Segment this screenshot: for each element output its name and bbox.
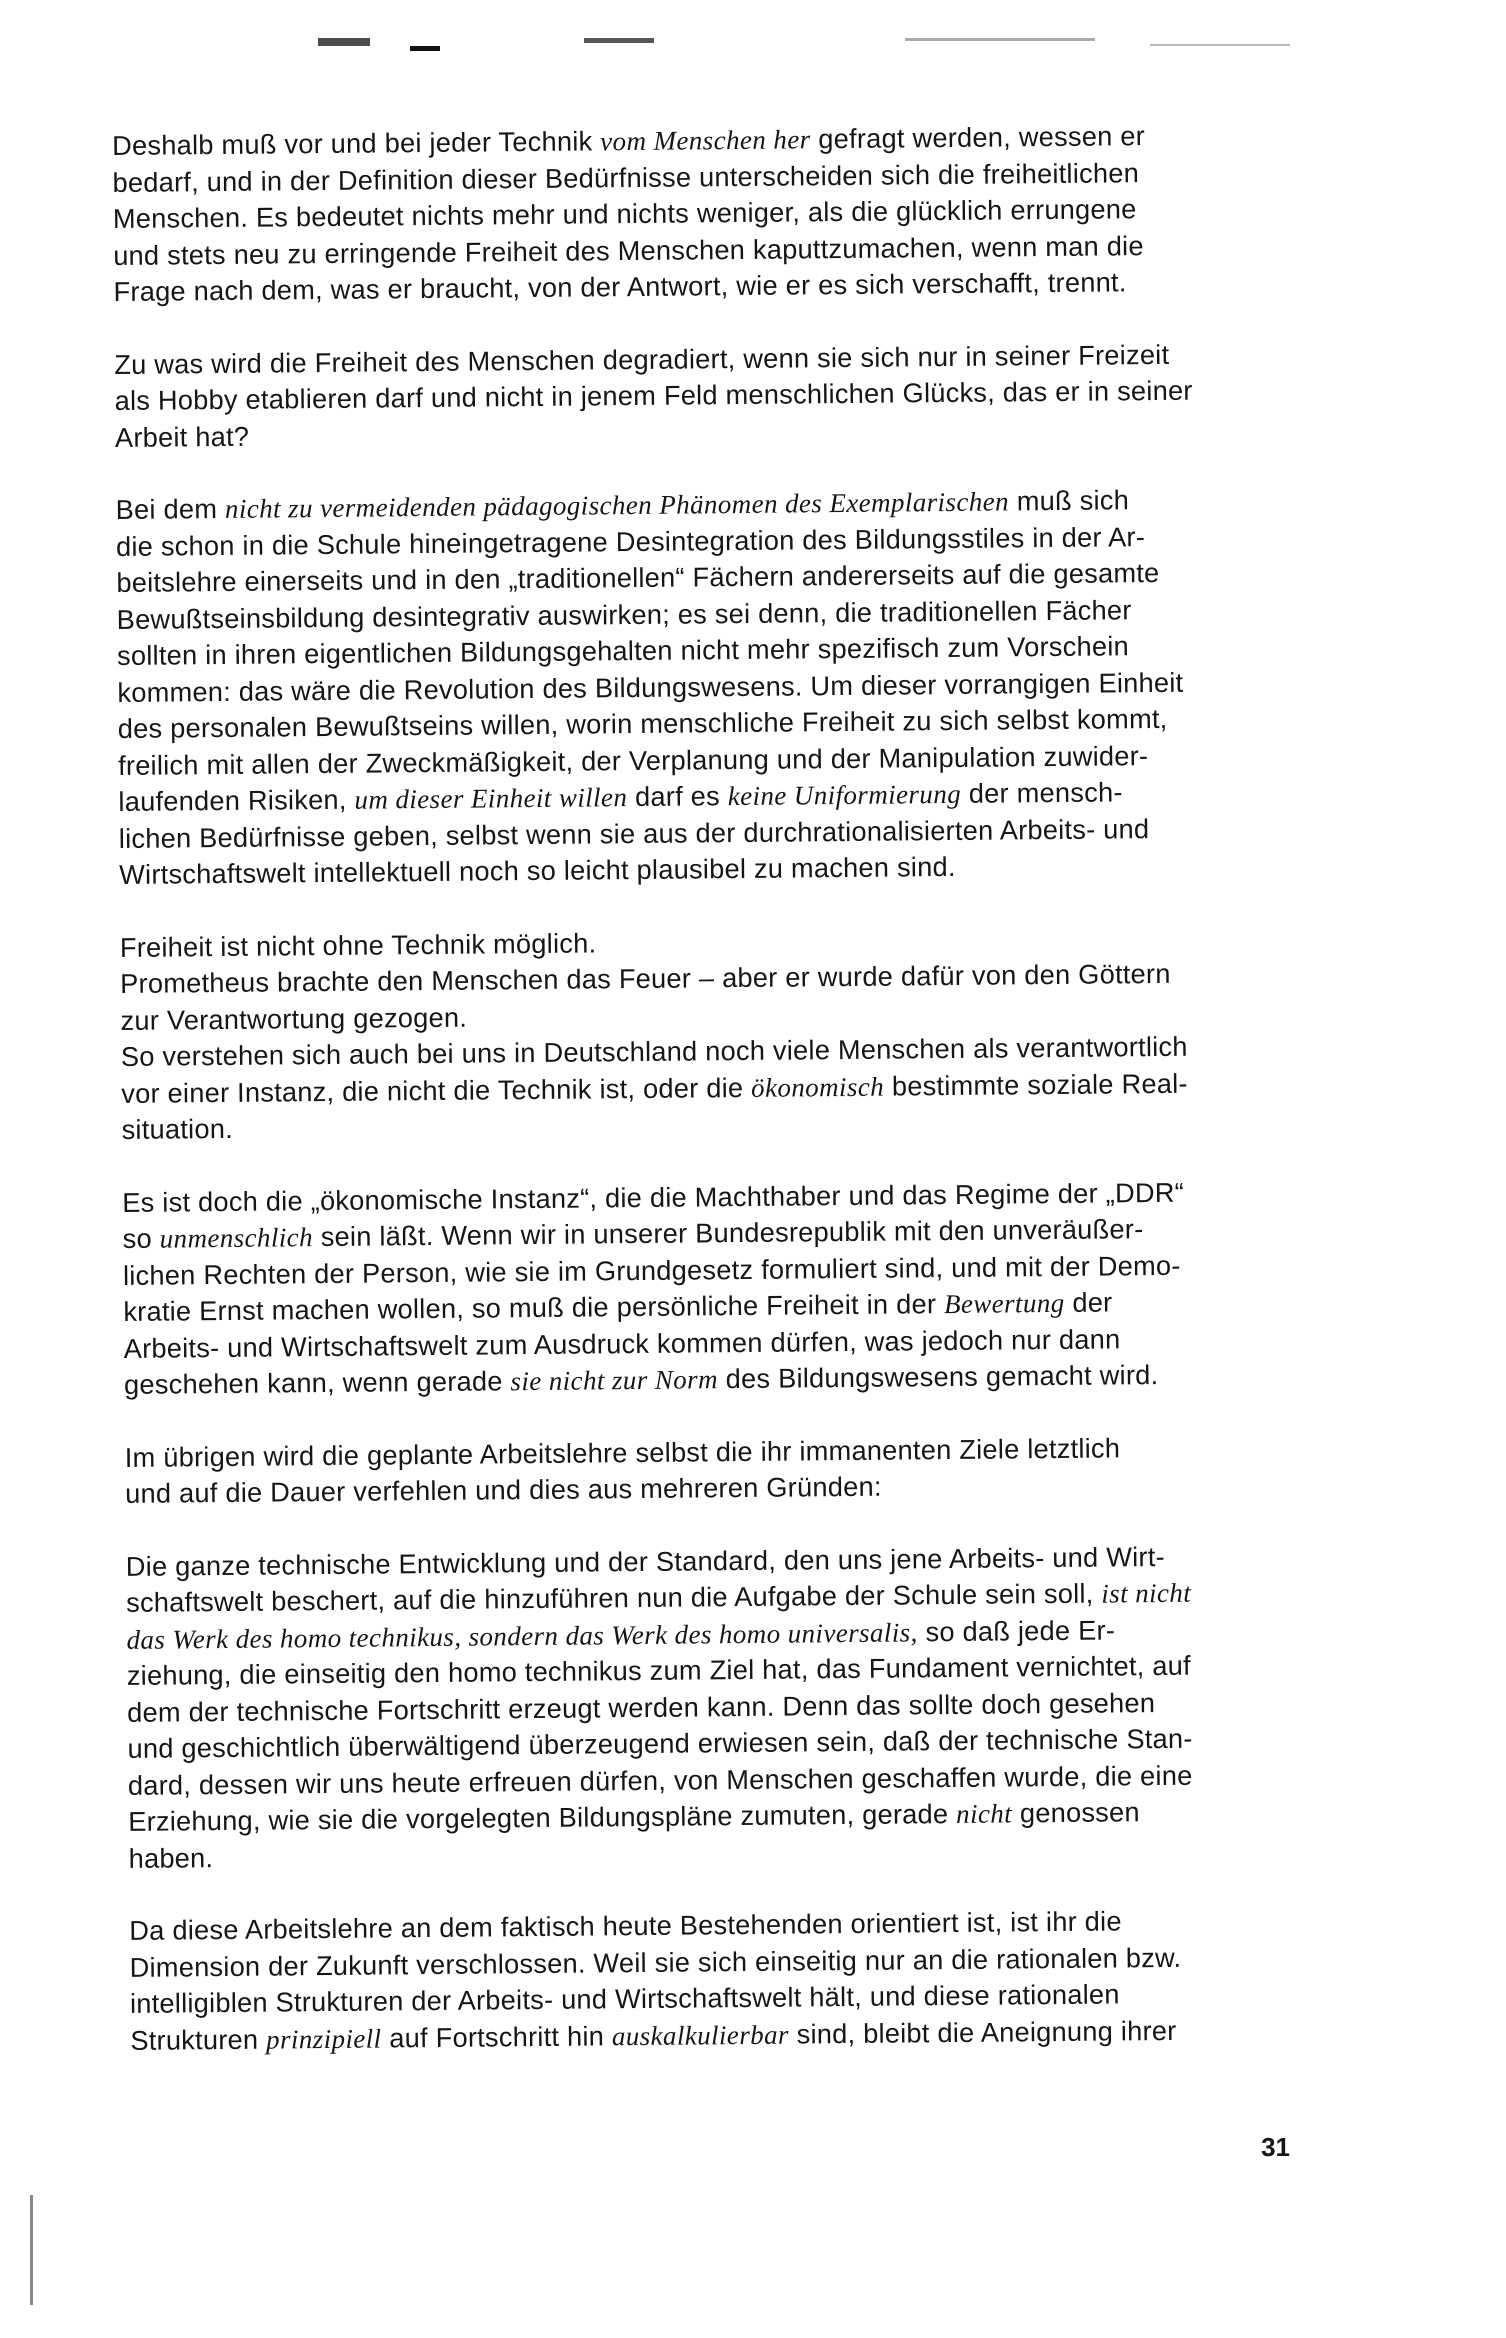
text-run: des personalen Bewußtseins willen, worin menschliche Freiheit zu sich selbst kommt, [117, 702, 1168, 744]
text-run: die schon in die Schule hineingetragene Desintegration des Bildungsstiles in der Ar- [115, 520, 1146, 562]
emphasis-run: nicht zu vermeidenden pädagogischen Phänomen des Exemplarischen [224, 486, 1010, 524]
text-run: dard, dessen wir uns heute erfreuen dürfen, von Menschen geschaffen wurde, die eine [127, 1759, 1193, 1801]
text-run: muß sich [1008, 484, 1130, 517]
text-run: So verstehen sich auch bei uns in Deutschland noch viele Menschen als verantwortlich [120, 1030, 1188, 1072]
text-run: sollten in ihren eigentlichen Bildungsgehalten nicht mehr spezifisch zum Vorschein [116, 630, 1130, 671]
scan-artifact-top-2 [410, 46, 440, 51]
text-run: der mensch- [960, 776, 1123, 809]
text-run: Deshalb muß vor und bei jeder Technik [112, 125, 601, 161]
text-run: lichen Rechten der Person, wie sie im Grundgesetz formuliert sind, und mit der Demo- [122, 1249, 1181, 1291]
text-run: Bewußtseinsbildung desintegrativ auswirken; es sei denn, die traditionellen Fächer [116, 593, 1132, 635]
text-run: sind, bleibt die Aneignung ihrer [788, 2014, 1177, 2050]
paragraph-6 [125, 1428, 1286, 1512]
emphasis-run: ökonomisch [750, 1071, 885, 1103]
text-run: haben. [128, 1841, 214, 1874]
text-run: ziehung, die einseitig den homo technikus zum Ziel hat, das Fundament vernichtet, auf [126, 1649, 1192, 1691]
text-run: dem der technische Fortschritt erzeugt werden kann. Denn das sollte doch gesehen [127, 1686, 1156, 1728]
scan-artifact-top-5 [1150, 44, 1290, 46]
text-run: geschehen kann, wenn gerade [123, 1365, 511, 1400]
text-run: Menschen. Es bedeutet nichts mehr und nichts weniger, als die glücklich errungene [112, 193, 1137, 234]
text-run: Arbeit hat? [114, 420, 250, 453]
text-run: situation. [121, 1112, 234, 1145]
text-run: Zu was wird die Freiheit des Menschen degradiert, wenn sie sich nur in seiner Freizeit [114, 338, 1170, 380]
text-run: Im übrigen wird die geplante Arbeitslehre selbst die ihr immanenten Ziele letztlich [124, 1431, 1121, 1473]
text-run: kommen: das wäre die Revolution des Bildungswesens. Um dieser vorrangigen Einheit [117, 666, 1184, 708]
text-run: als Hobby etablieren darf und nicht in jenem Feld menschlichen Glücks, das er in seiner [114, 374, 1193, 416]
text-run: laufenden Risiken, [118, 783, 355, 817]
emphasis-run: um dieser Einheit willen [354, 782, 628, 815]
text-run: und geschichtlich überwältigend überzeugend erwiesen sein, daß der technische Stan- [127, 1722, 1193, 1764]
text-run: und stets neu zu erringende Freiheit des Menschen kaputtzumachen, wenn man die [113, 229, 1144, 271]
text-run: so daß jede Er- [917, 1613, 1116, 1647]
scan-artifact-left [30, 2195, 33, 2305]
text-run: darf es [627, 780, 728, 813]
paragraph-1 [112, 117, 1274, 311]
text-run: Dimension der Zukunft verschlossen. Weil sie sich einseitig nur an die rationalen bzw. [129, 1941, 1182, 1983]
text-run: Wirtschaftswelt intellektuell noch so leicht plausibel zu machen sind. [119, 850, 956, 890]
text-run: so [122, 1222, 160, 1254]
text-run: Prometheus brachte den Menschen das Feuer – aber er wurde dafür von den Göttern [120, 957, 1171, 999]
text-run: Erziehung, wie sie die vorgelegten Bildungspläne zumuten, gerade [128, 1797, 957, 1837]
text-run: Bei dem [115, 492, 226, 525]
emphasis-run: keine Uniformierung [727, 778, 962, 812]
emphasis-run: nicht [955, 1798, 1013, 1829]
text-run: bedarf, und in der Definition dieser Bedürfnisse unterscheiden sich die freiheitlichen [112, 156, 1140, 198]
emphasis-run: das Werk des homo technikus, sondern das Werk des homo universalis, [126, 1616, 918, 1655]
paragraph-5 [122, 1173, 1284, 1403]
text-run: Da diese Arbeitslehre an dem faktisch heute Bestehenden orientiert ist, ist ihr die [129, 1905, 1122, 1946]
emphasis-run: auskalkulierbar [611, 2019, 789, 2051]
text-run: Freiheit ist nicht ohne Technik möglich. [119, 926, 597, 963]
page-number: 31 [1261, 2132, 1290, 2162]
text-run: genossen [1011, 1796, 1140, 1829]
text-run: Arbeits- und Wirtschaftswelt zum Ausdruck kommen dürfen, was jedoch nur dann [123, 1322, 1121, 1364]
text-run: vor einer Instanz, die nicht die Technik ist, oder die [121, 1071, 752, 1109]
scan-artifact-top-3 [584, 38, 654, 43]
text-run: schaftswelt beschert, auf die hinzuführen nun die Aufgabe der Schule sein soll, [126, 1577, 1102, 1618]
text-run: freilich mit allen der Zweckmäßigkeit, der Verplanung und der Manipulation zuwider- [117, 739, 1149, 781]
text-run: und auf die Dauer verfehlen und dies aus mehreren Gründen: [124, 1470, 882, 1509]
text-run: beitslehre einerseits und in den „traditionellen“ Fächern andererseits auf die gesamte [116, 556, 1160, 598]
text-run: kratie Ernst machen wollen, so muß die persönliche Freiheit in der [123, 1288, 945, 1327]
paragraph-7 [126, 1537, 1289, 1877]
text-run: bestimmte soziale Real- [883, 1067, 1188, 1102]
paragraph-2 [114, 335, 1275, 456]
text-run: Es ist doch die „ökonomische Instanz“, die die Machthaber und das Regime der „DDR“ [122, 1176, 1185, 1218]
text-run: Strukturen [130, 2023, 267, 2056]
scan-artifact-top-4 [905, 38, 1095, 41]
emphasis-run: Bewertung [943, 1287, 1065, 1320]
emphasis-run: ist nicht [1101, 1577, 1192, 1609]
text-run: Frage nach dem, was er braucht, von der Antwort, wie er es sich verschafft, trennt. [113, 266, 1127, 307]
emphasis-run: prinzipiell [265, 2023, 382, 2055]
paragraph-4 [120, 918, 1282, 1148]
text-run: der [1064, 1286, 1113, 1318]
text-run: Die ganze technische Entwicklung und der Standard, den uns jene Arbeits- und Wirt- [125, 1540, 1166, 1582]
text-run: intelligiblen Strukturen der Arbeits- und Wirtschaftswelt hält, und diese rationalen [129, 1978, 1120, 2019]
text-run: sein läßt. Wenn wir in unserer Bundesrepublik mit den unveräußer- [312, 1213, 1144, 1253]
scan-artifact-top-1 [318, 38, 370, 46]
text-run: des Bildungswesens gemacht wird. [717, 1359, 1159, 1395]
paragraph-3 [115, 481, 1279, 894]
emphasis-run: sie nicht zur Norm [510, 1364, 719, 1397]
text-run: lichen Bedürfnisse geben, selbst wenn sie aus der durchrationalisierten Arbeits- und [118, 812, 1150, 854]
body-text [112, 117, 1291, 2095]
text-run: auf Fortschritt hin [381, 2019, 613, 2054]
text-run: zur Verantwortung gezogen. [120, 1001, 468, 1036]
text-run: gefragt werden, wessen er [810, 120, 1146, 155]
emphasis-run: unmenschlich [159, 1222, 314, 1254]
emphasis-run: vom Menschen her [600, 124, 811, 157]
paragraph-8 [129, 1902, 1290, 2059]
